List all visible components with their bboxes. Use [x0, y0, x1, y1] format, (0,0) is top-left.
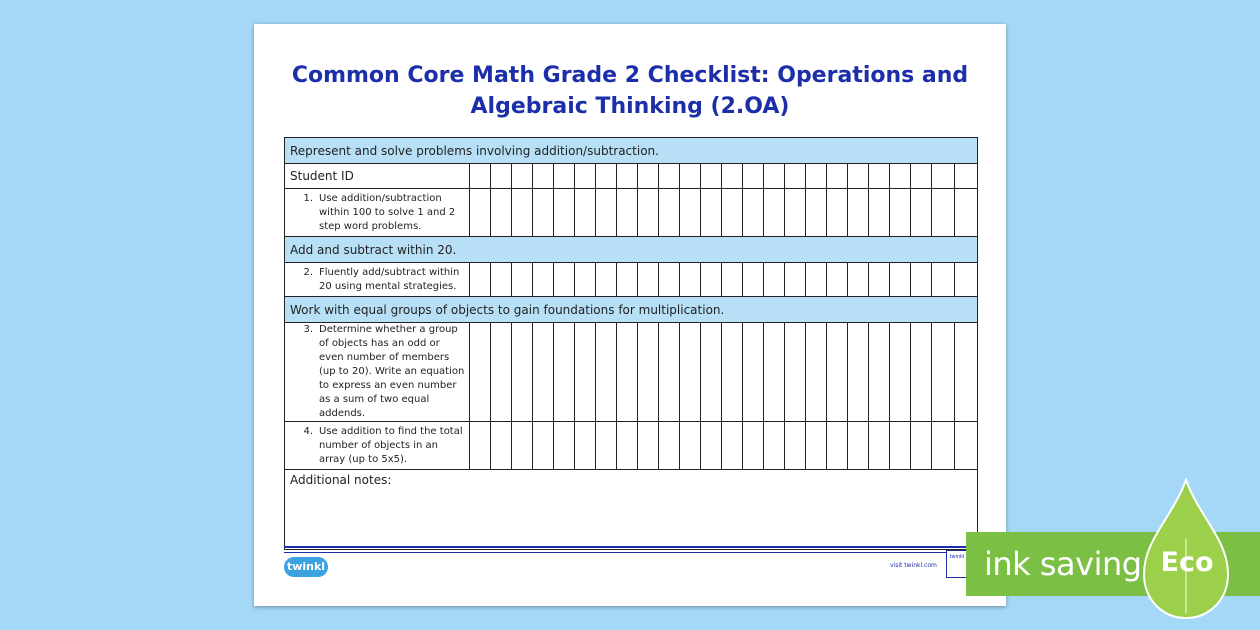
- check-cell: [617, 263, 638, 297]
- check-cell: [533, 189, 554, 237]
- check-cell: [722, 164, 743, 189]
- check-cell: [680, 189, 701, 237]
- check-cell: [659, 189, 680, 237]
- check-cell: [911, 164, 932, 189]
- ink-saving-text: ink saving: [984, 545, 1142, 583]
- check-cell: [743, 263, 764, 297]
- section-header-3: Work with equal groups of objects to gain foundations for multiplication.: [285, 297, 978, 323]
- page-title: [274, 60, 986, 122]
- check-cell: [806, 189, 827, 237]
- check-cell: [617, 422, 638, 470]
- check-cell: [827, 189, 848, 237]
- check-cell: [638, 189, 659, 237]
- check-cell: [743, 323, 764, 422]
- item-number: 3.: [303, 324, 313, 335]
- check-cell: [491, 189, 512, 237]
- check-cell: [596, 263, 617, 297]
- check-cell: [785, 422, 806, 470]
- check-cell: [911, 189, 932, 237]
- check-cell: [743, 189, 764, 237]
- notes-row: [285, 470, 978, 550]
- check-cell: [785, 189, 806, 237]
- title-line-1: Common Core Math Grade 2 Checklist: Operations and: [291, 63, 969, 88]
- title-line-2: Algebraic Thinking (2.OA): [470, 94, 790, 119]
- check-cell: [554, 263, 575, 297]
- checklist-item-2: [285, 263, 470, 297]
- student-id-row: [285, 164, 978, 189]
- check-cell: [596, 164, 617, 189]
- check-cell: [554, 323, 575, 422]
- check-cell: [869, 263, 890, 297]
- check-cell: [848, 323, 869, 422]
- footer-divider: [284, 546, 976, 553]
- item-number: 4.: [303, 425, 313, 437]
- check-cell: [764, 263, 785, 297]
- check-cell: [575, 422, 596, 470]
- check-cell: [743, 422, 764, 470]
- check-cell: [617, 164, 638, 189]
- check-cell: [470, 164, 491, 189]
- item-text: Determine whether a group of objects has an odd or even number of members (up to 20). Write an equation to express an even number as a sum of two equal addends.: [319, 324, 465, 419]
- eco-label: Eco: [1160, 547, 1214, 578]
- check-cell: [638, 263, 659, 297]
- section-header-row: [285, 138, 978, 164]
- check-cell: [827, 263, 848, 297]
- check-cell: [955, 189, 978, 237]
- check-cell: [491, 323, 512, 422]
- check-cell: [869, 323, 890, 422]
- check-cell: [596, 422, 617, 470]
- check-cell: [827, 422, 848, 470]
- check-cell: [701, 263, 722, 297]
- check-cell: [955, 422, 978, 470]
- check-cell: [932, 164, 955, 189]
- check-cell: [680, 263, 701, 297]
- check-cell: [955, 323, 978, 422]
- twinkl-badge-icon: twinkl: [946, 550, 968, 578]
- item-number: 1.: [303, 192, 313, 204]
- check-cell: [722, 422, 743, 470]
- check-cell: [722, 263, 743, 297]
- check-cell: [785, 263, 806, 297]
- check-cell: [827, 164, 848, 189]
- check-cell: [491, 263, 512, 297]
- check-cell: [470, 189, 491, 237]
- check-cell: [890, 164, 911, 189]
- check-cell: [575, 263, 596, 297]
- check-cell: [806, 422, 827, 470]
- check-cell: [722, 189, 743, 237]
- check-cell: [764, 164, 785, 189]
- check-cell: [638, 422, 659, 470]
- check-cell: [512, 189, 533, 237]
- check-cell: [491, 164, 512, 189]
- check-cell: [785, 323, 806, 422]
- check-cell: [617, 323, 638, 422]
- check-cell: [932, 422, 955, 470]
- section-header-1: Represent and solve problems involving addition/subtraction.: [285, 138, 978, 164]
- check-cell: [890, 189, 911, 237]
- check-cell: [890, 263, 911, 297]
- check-cell: [659, 164, 680, 189]
- student-id-label: Student ID: [285, 164, 470, 189]
- check-cell: [848, 263, 869, 297]
- item-text: Use addition to find the total number of objects in an array (up to 5x5).: [319, 425, 463, 465]
- check-cell: [848, 422, 869, 470]
- check-cell: [764, 189, 785, 237]
- check-cell: [764, 422, 785, 470]
- check-cell: [848, 189, 869, 237]
- check-cell: [827, 323, 848, 422]
- check-cell: [554, 164, 575, 189]
- check-cell: [554, 189, 575, 237]
- check-cell: [890, 422, 911, 470]
- checklist-item-1: [285, 189, 470, 237]
- check-cell: [764, 323, 785, 422]
- checklist-item-row: [285, 422, 978, 470]
- check-cell: [596, 189, 617, 237]
- check-cell: [869, 189, 890, 237]
- check-cell: [806, 263, 827, 297]
- section-header-row: [285, 237, 978, 263]
- check-cell: [554, 422, 575, 470]
- item-text: Fluently add/subtract within 20 using mental strategies.: [319, 266, 460, 292]
- check-cell: [575, 189, 596, 237]
- check-cell: [911, 323, 932, 422]
- check-cell: [680, 422, 701, 470]
- check-cell: [890, 323, 911, 422]
- check-cell: [911, 422, 932, 470]
- check-cell: [869, 164, 890, 189]
- check-cell: [659, 263, 680, 297]
- check-cell: [638, 164, 659, 189]
- check-cell: [575, 323, 596, 422]
- twinkl-logo: twinkl: [284, 557, 328, 577]
- checklist-item-row: [285, 323, 978, 422]
- checklist-item-row: [285, 189, 978, 237]
- check-cell: [512, 323, 533, 422]
- check-cell: [659, 422, 680, 470]
- check-cell: [722, 323, 743, 422]
- section-header-2: Add and subtract within 20.: [285, 237, 978, 263]
- check-cell: [533, 263, 554, 297]
- check-cell: [932, 263, 955, 297]
- section-header-row: [285, 297, 978, 323]
- check-cell: [596, 323, 617, 422]
- check-cell: [680, 164, 701, 189]
- check-cell: [680, 323, 701, 422]
- check-cell: [575, 164, 596, 189]
- additional-notes-label: Additional notes:: [285, 470, 978, 550]
- checklist-item-3: [285, 323, 470, 422]
- check-cell: [470, 263, 491, 297]
- check-cell: [955, 164, 978, 189]
- check-cell: [701, 164, 722, 189]
- check-cell: [512, 263, 533, 297]
- check-cell: [470, 323, 491, 422]
- checklist-item-row: [285, 263, 978, 297]
- check-cell: [932, 189, 955, 237]
- check-cell: [617, 189, 638, 237]
- check-cell: [785, 164, 806, 189]
- check-cell: [911, 263, 932, 297]
- checklist-item-4: [285, 422, 470, 470]
- worksheet-page: [254, 24, 1006, 606]
- check-cell: [932, 323, 955, 422]
- check-cell: [638, 323, 659, 422]
- item-number: 2.: [303, 266, 313, 278]
- check-cell: [533, 164, 554, 189]
- check-cell: [470, 422, 491, 470]
- item-text: Use addition/subtraction within 100 to solve 1 and 2 step word problems.: [319, 192, 456, 232]
- check-cell: [743, 164, 764, 189]
- check-cell: [533, 422, 554, 470]
- check-cell: [659, 323, 680, 422]
- check-cell: [701, 422, 722, 470]
- check-cell: [701, 323, 722, 422]
- check-cell: [806, 323, 827, 422]
- check-cell: [533, 323, 554, 422]
- check-cell: [869, 422, 890, 470]
- checklist-table: [284, 137, 978, 550]
- check-cell: [701, 189, 722, 237]
- check-cell: [806, 164, 827, 189]
- check-cell: [955, 263, 978, 297]
- check-cell: [848, 164, 869, 189]
- check-cell: [512, 164, 533, 189]
- check-cell: [491, 422, 512, 470]
- visit-site-text: visit twinkl.com: [890, 562, 937, 569]
- check-cell: [512, 422, 533, 470]
